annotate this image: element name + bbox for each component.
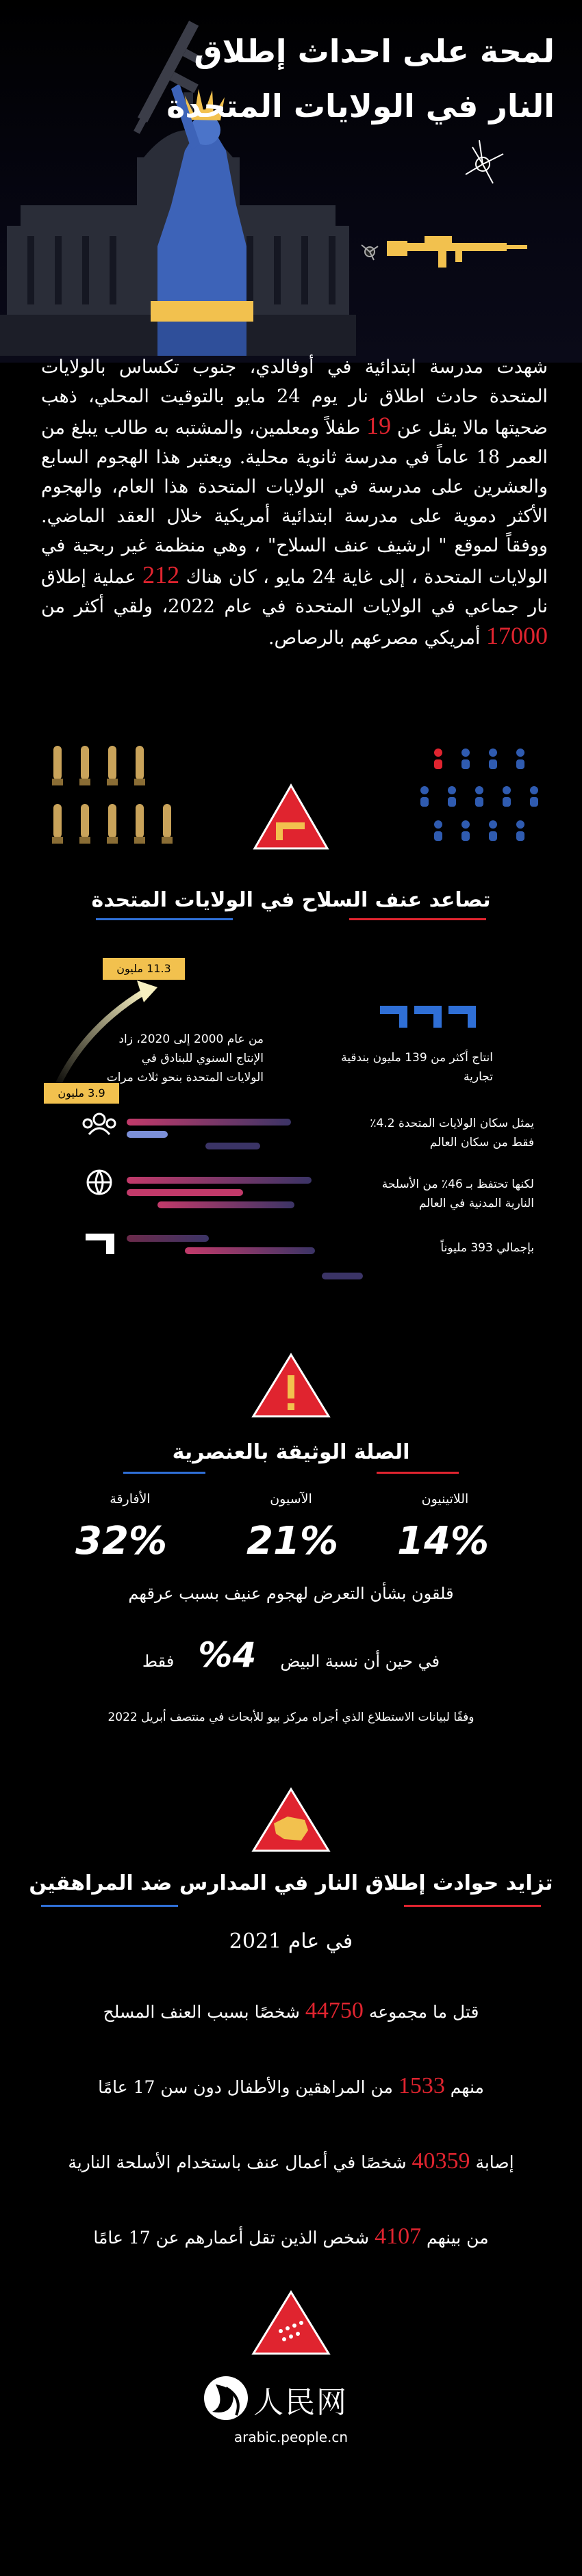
bar-decoration: [185, 1247, 315, 1254]
section-underline: [0, 876, 582, 931]
stat-text: منهم: [444, 2077, 484, 2097]
stat-text: شخص الذين تقل أعمارهم عن 17 عامًا: [93, 2228, 375, 2248]
warning-icon: [250, 1351, 332, 1420]
pct-latinos: 14%: [397, 1519, 490, 1563]
value-badge-low: 3.9 مليون: [44, 1083, 119, 1104]
warning-gun-icon: [255, 785, 327, 848]
pct-asians: 21%: [246, 1519, 339, 1563]
deaths-count: 17000: [486, 622, 548, 649]
page-title-line2: النار في الولايات المتحدة: [166, 88, 555, 125]
pistol-icon: [86, 1234, 114, 1254]
stat-text: شخصًا في أعمال عنف باستخدام الأسلحة النارية: [68, 2152, 412, 2172]
group-name-asians: الآسيون: [270, 1492, 312, 1507]
pct-africans: 32%: [75, 1519, 168, 1563]
stat-line-minors-killed: [0, 2073, 582, 2099]
bullets-people-illustration: [0, 739, 582, 862]
bullets-icon: [52, 746, 173, 844]
intro-text: أمريكي مصرعهم بالرصاص.: [268, 627, 486, 649]
group-name-latinos: اللاتينيون: [421, 1492, 469, 1507]
stat-text: من بينهم: [421, 2228, 489, 2248]
stat-line-minors-injured: [0, 2224, 582, 2250]
header-banner: [0, 0, 582, 363]
bar-decoration: [157, 1201, 294, 1208]
section-underline: [0, 1866, 582, 1914]
stat-icons: [75, 1107, 185, 1312]
rifle-icon: [387, 236, 527, 268]
bullet-hole-small-icon: [362, 245, 378, 260]
stat-guns: لكنها تحتفظ بـ 46٪ من الأسلحة النارية المدنية في العالم: [381, 1178, 534, 1210]
bar-guns-highlight: [127, 1189, 243, 1196]
group-name-africans: الأفارقة: [110, 1492, 151, 1507]
bar-population: [127, 1119, 291, 1126]
stat-population: يمثل سكان الولايات المتحدة 4.2٪ فقط من سكان العالم: [370, 1117, 534, 1149]
killed-count: 44750: [305, 1998, 364, 2023]
bullet-hole-icon: [466, 140, 503, 183]
warning-bullets-icon: [250, 2289, 332, 2357]
bar-total: [127, 1235, 209, 1242]
people-group-icon: [84, 1114, 115, 1134]
white-prefix: في حين أن نسبة البيض: [280, 1652, 440, 1671]
white-suffix: فقط: [142, 1652, 175, 1671]
stat-line-killed: [0, 1998, 582, 2024]
intro-text: طفلاً ومعلمين، والمشتبه به طالب يبلغ من العمر 18 عاماً في مدرسة ثانوية محلية. ويعتبر هذا الهجوم السابع والعشرين على مدرسة في الولايات المتحدة هذا العام، والهجوم الأكثر دموية على مدرسة ابتدائية أمريكية خلال العقد الماضي. ووفقاً لموقع " ارشيف عنف السلاح" ، وهي منظمة غير ربحية في الولايات المتحدة ، إلى غاية 24 مايو ، كان هناك: [41, 417, 548, 588]
bar-decoration: [322, 1273, 363, 1279]
globe-icon: [88, 1171, 111, 1194]
intro-paragraph: [41, 352, 548, 653]
worry-text: قلقون بشأن التعرض لهجوم عنيف بسبب عرقهم: [128, 1584, 454, 1603]
growth-description: من عام 2000 إلى 2020، زاد الإنتاج السنوي للبنادق في الولايات المتحدة بنحو ثلاث مرات: [106, 1032, 264, 1084]
intro-text: شهدت مدرسة ابتدائية في أوفالدي، جنوب تكساس بالولايات المتحدة حادث اطلاق نار يوم 24 مايو بالتوقيت المحلي، ذهب ضحيتها مالا يقل عن: [41, 356, 548, 439]
stat-text: إصابة: [470, 2152, 514, 2172]
stat-text: شخصًا بسبب العنف المسلح: [103, 2002, 305, 2022]
victims-count: 19: [366, 412, 392, 439]
logo-url: arabic.people.cn: [233, 2429, 349, 2445]
pistols-icon: [380, 1002, 483, 1037]
stat-text: قتل ما مجموعه: [363, 2002, 479, 2022]
injured-count: 40359: [412, 2148, 470, 2174]
logo-chinese-text: 人民网: [253, 2385, 348, 2420]
intro-text: عملية إطلاق نار جماعي في الولايات المتحدة في عام 2022، ولقي أكثر من: [41, 567, 548, 617]
source-note: وفقًا لبيانات الاستطلاع الذي أجراه مركز بيو للأبحاث في منتصف أبريل 2022: [107, 1710, 475, 1724]
minors-injured-count: 4107: [375, 2224, 422, 2249]
year-line: في عام 2021: [229, 1929, 353, 1953]
minors-killed-count: 1533: [398, 2073, 445, 2098]
white-comparison: [0, 1635, 582, 1675]
page-title-line1: لمحة على احداث إطلاق: [194, 33, 555, 70]
production-text: انتاج أكثر من 139 مليون بندقية تجارية: [341, 1051, 493, 1084]
pct-whites: 4%: [198, 1635, 257, 1675]
value-badge-high: 11.3 مليون: [103, 958, 185, 980]
stat-line-injured: [0, 2148, 582, 2174]
stat-text: من المراهقين والأطفال دون سن 17 عامًا: [98, 2077, 398, 2097]
bar-guns: [127, 1177, 312, 1184]
section-title-gun-violence: تصاعد عنف السلاح في الولايات المتحدة: [91, 888, 491, 912]
bar-decoration: [205, 1143, 260, 1149]
bar-population-highlight: [127, 1131, 168, 1138]
section-title-racism: الصلة الوثيقة بالعنصرية: [172, 1440, 410, 1464]
people-icon: [420, 749, 538, 841]
section-title-schools: تزايد حوادث إطلاق النار في المدارس ضد المراهقين: [29, 1871, 553, 1895]
section-underline: [0, 1433, 582, 1481]
warning-us-map-icon: [250, 1786, 332, 1854]
stat-total: بإجمالي 393 مليوناً: [440, 1241, 534, 1255]
people-daily-logo-icon: [202, 2374, 250, 2422]
mass-shootings-count: 212: [142, 561, 180, 588]
